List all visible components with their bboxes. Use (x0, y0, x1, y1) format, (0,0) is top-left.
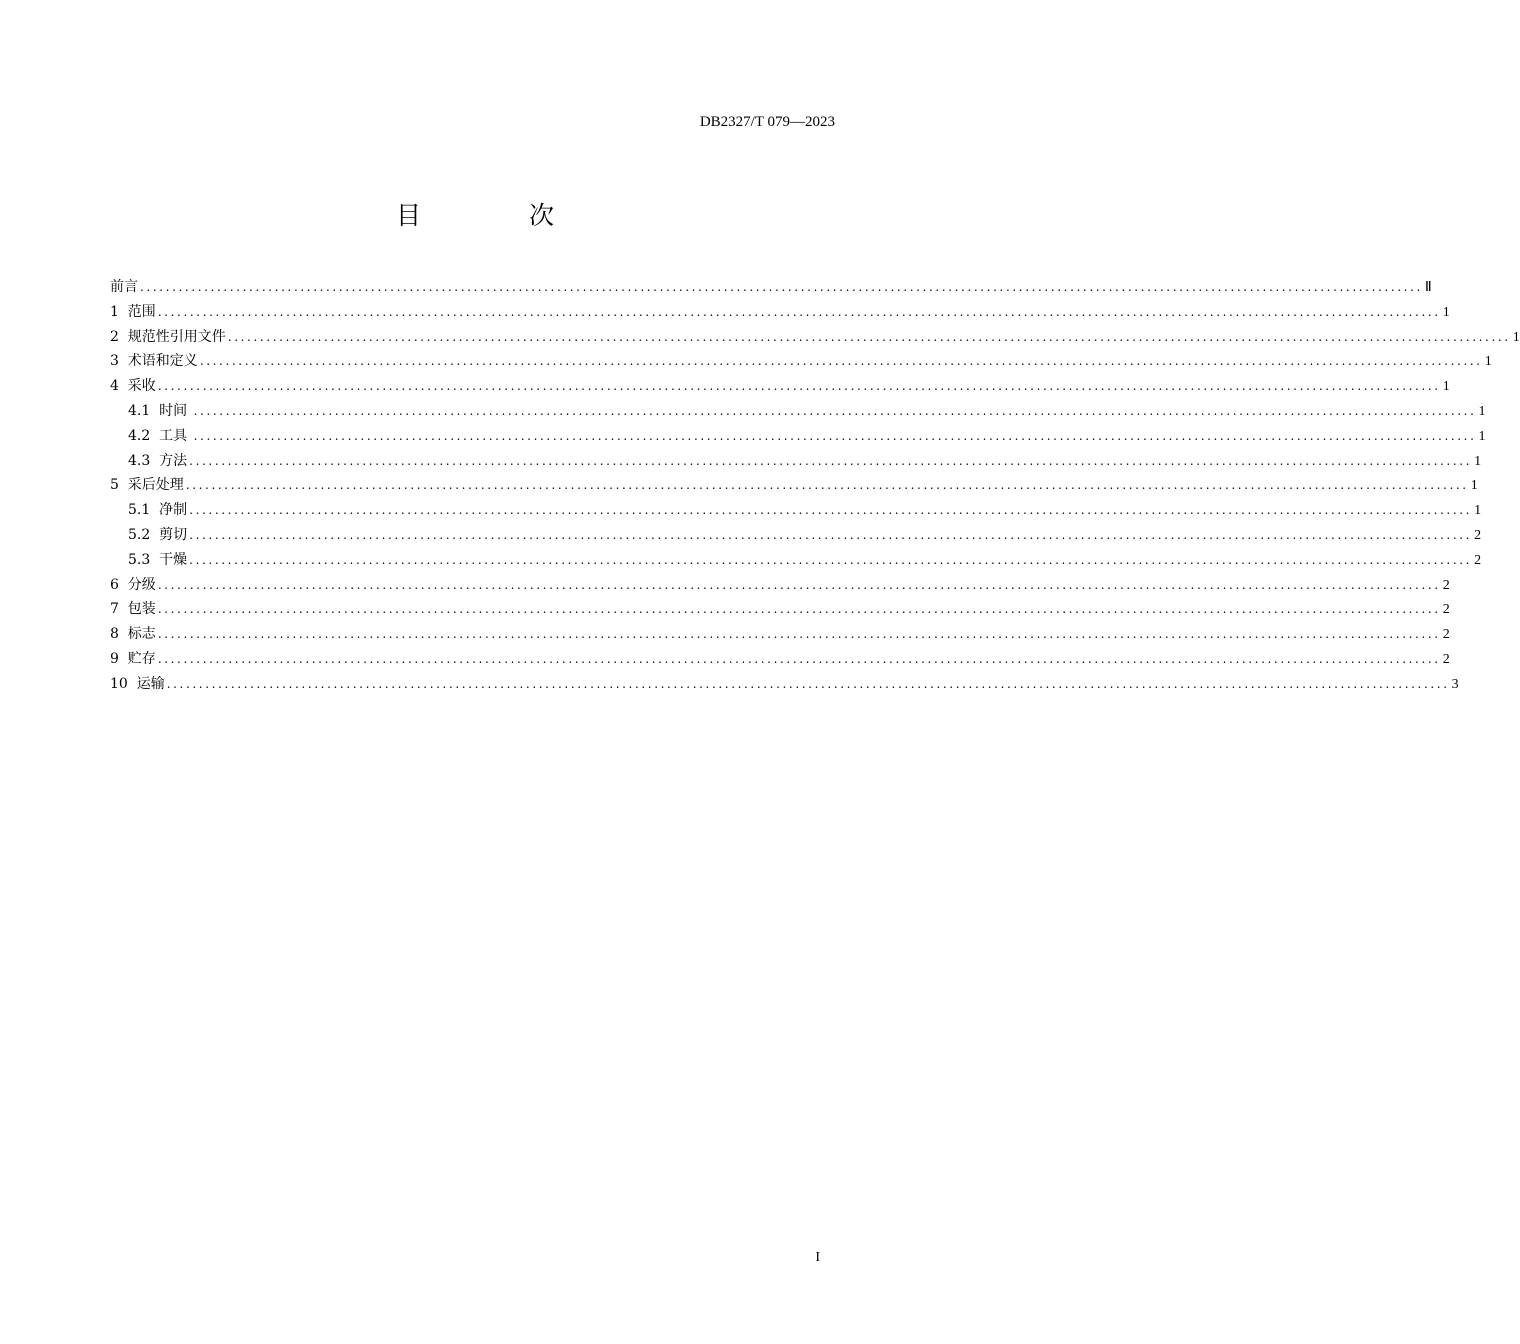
toc-entry-label: 5.1 净制 (128, 502, 188, 519)
toc-entry[interactable] (110, 275, 1432, 300)
toc-entry-page: 3 (1451, 676, 1459, 692)
toc-entry-label: 8 标志 (110, 626, 156, 643)
toc-entry-page: 1 (1474, 453, 1482, 469)
toc-entry-label: 3 术语和定义 (110, 353, 198, 370)
toc-entry-label: 10 运输 (110, 675, 165, 692)
toc-dot-leader: ........................................................................................................................................................................................................ (157, 627, 1441, 642)
toc-dot-leader: ........................................................................................................................................................................................................ (189, 527, 1473, 542)
toc-entry-label: 7 包装 (110, 601, 156, 618)
toc-entry-label: 5 采后处理 (110, 477, 184, 494)
toc-dot-leader: ........................................................................................................................................................................................................ (185, 478, 1469, 493)
toc-entry-label: 2 规范性引用文件 (110, 328, 226, 345)
toc-entry-page: 1 (1478, 403, 1486, 419)
toc-dot-leader: ........................................................................................................................................................................................................ (166, 676, 1450, 691)
toc-entry-page: 1 (1470, 478, 1478, 494)
toc-entry[interactable] (110, 424, 1486, 449)
toc-entry[interactable] (110, 622, 1450, 647)
toc-dot-leader: ........................................................................................................................................................................................................ (157, 304, 1441, 319)
toc-entry-page: 2 (1442, 627, 1450, 643)
toc-entry-page: 1 (1474, 503, 1482, 519)
toc-entry-page: 1 (1484, 354, 1492, 370)
toc-dot-leader: ........................................................................................................................................................................................................ (157, 602, 1441, 617)
toc-dot-leader: ........................................................................................................................................................................................................ (157, 577, 1441, 592)
toc-entry-page: 2 (1442, 577, 1450, 593)
toc-dot-leader: ........................................................................................................................................................................................................ (189, 552, 1473, 567)
toc-entry[interactable] (110, 672, 1459, 697)
toc-entry[interactable] (110, 548, 1482, 573)
toc-entry[interactable] (110, 300, 1450, 325)
toc-entry-page: 1 (1442, 379, 1450, 395)
document-code: DB2327/T 079—2023 (699, 114, 835, 130)
toc-entry-page: 2 (1442, 602, 1450, 618)
toc-entry-label: 4.3 方法 (128, 452, 188, 469)
toc-entry-page: 2 (1474, 527, 1482, 543)
toc-entry-label: 4.1 时间 (128, 402, 192, 419)
toc-entry-label: 5.3 干燥 (128, 551, 188, 568)
toc-entry[interactable] (110, 647, 1450, 672)
page-number: I (815, 1250, 820, 1265)
toc-dot-leader: ........................................................................................................................................................................................................ (140, 280, 1423, 294)
toc-entry-page: 2 (1474, 552, 1482, 568)
toc-entry-page: 1 (1442, 304, 1450, 320)
toc-entry[interactable] (110, 399, 1486, 424)
toc-entry-page: 2 (1442, 651, 1450, 667)
toc-dot-leader: ........................................................................................................................................................................................................ (189, 453, 1473, 468)
toc-dot-leader: ........................................................................................................................................................................................................ (189, 503, 1473, 518)
toc-entry[interactable] (110, 573, 1450, 598)
toc-entry-page: 1 (1478, 428, 1486, 444)
toc-entry-label: 前言 (110, 279, 138, 295)
toc-dot-leader: ........................................................................................................................................................................................................ (157, 651, 1441, 666)
toc-entry-label: 6 分级 (110, 576, 156, 593)
toc-dot-leader: ........................................................................................................................................................................................................ (193, 428, 1477, 443)
toc-dot-leader: ........................................................................................................................................................................................................ (157, 379, 1441, 394)
toc-entry[interactable] (110, 473, 1478, 498)
toc-entry-label: 1 范围 (110, 303, 156, 320)
toc-entry-page: 1 (1512, 329, 1520, 345)
toc-entry[interactable] (110, 449, 1482, 474)
toc-entry-page: Ⅱ (1424, 280, 1432, 295)
toc-entry-label: 9 贮存 (110, 650, 156, 667)
toc-entry[interactable] (110, 597, 1450, 622)
toc-entry-label: 5.2 剪切 (128, 526, 188, 543)
toc-entry-label: 4.2 工具 (128, 427, 192, 444)
toc-entry[interactable] (110, 374, 1450, 399)
toc-entry-label: 4 采收 (110, 378, 156, 395)
table-of-contents (110, 275, 1520, 697)
toc-dot-leader: ........................................................................................................................................................................................................ (193, 403, 1477, 418)
toc-entry[interactable] (110, 325, 1520, 350)
toc-entry[interactable] (110, 349, 1492, 374)
toc-title: 目 次 (396, 201, 604, 230)
toc-dot-leader: ........................................................................................................................................................................................................ (227, 329, 1511, 344)
toc-dot-leader: ........................................................................................................................................................................................................ (199, 354, 1483, 369)
toc-entry[interactable] (110, 498, 1482, 523)
toc-entry[interactable] (110, 523, 1482, 548)
